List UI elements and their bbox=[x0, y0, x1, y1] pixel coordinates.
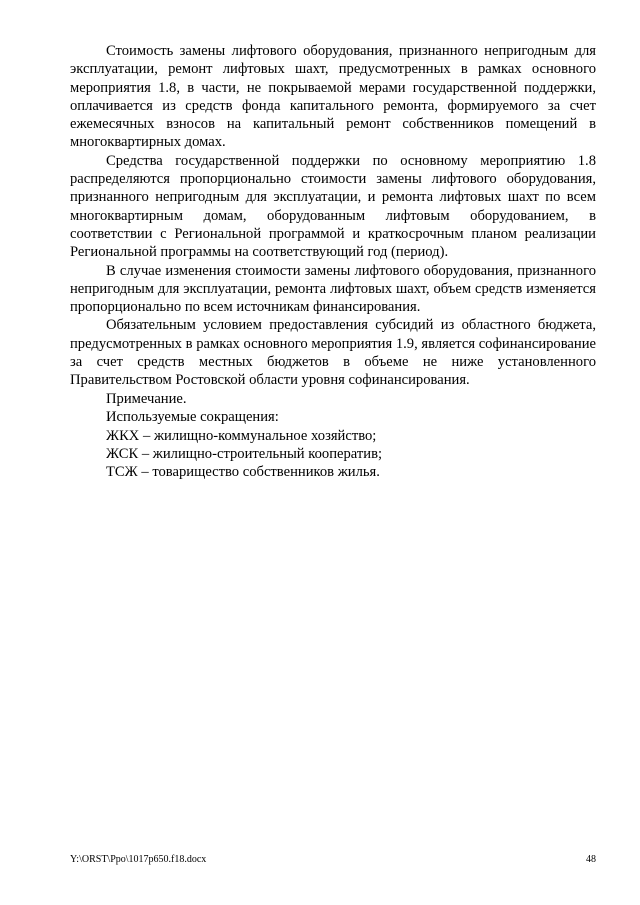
abbreviation-item: ТСЖ – товарищество собственников жилья. bbox=[106, 464, 380, 481]
abbreviation-item: ЖСК – жилищно-строительный кооператив; bbox=[106, 445, 383, 462]
paragraph-state-support-distribution: Средства государственной поддержки по основному мероприятию 1.8 распределяются пропорционально стоимости замены лифтового оборудования, признанного непригодным для эксплуатации, и ремонта лифтовых шахт по всем многоквартирным домам, оборудованным лифтовым оборудованием, в соответствии с Региональной программой и краткосрочным планом реализации Региональной программы на соответствующий год (период). bbox=[70, 152, 596, 261]
paragraph-lift-replacement-cost: Стоимость замены лифтового оборудования, признанного непригодным для эксплуатации, ремонт лифтовых шахт, предусмотренных в рамках основного мероприятия 1.8, в части, не покрываемой мерами государственной поддержки, оплачивается из средств фонда капитального ремонта, формируемого за счет ежемесячных взносов на капитальный ремонт собственников помещений в многоквартирных домах. bbox=[70, 43, 596, 151]
note-block bbox=[106, 390, 596, 481]
footer-file-path: Y:\ORST\Ppo\1017p650.f18.docx bbox=[70, 854, 207, 865]
abbreviation-item: ЖКХ – жилищно-коммунальное хозяйство; bbox=[106, 427, 377, 444]
footer-page-number: 48 bbox=[586, 854, 596, 865]
note-subtitle: Используемые сокращения: bbox=[106, 409, 279, 426]
note-title: Примечание. bbox=[106, 391, 187, 407]
document-body bbox=[70, 42, 596, 390]
paragraph-cost-change: В случае изменения стоимости замены лифтового оборудования, признанного непригодным для эксплуатации, ремонта лифтовых шахт, объем средств изменяется пропорционально по всем источникам финансирования. bbox=[70, 262, 596, 316]
paragraph-cofinancing-condition: Обязательным условием предоставления субсидий из областного бюджета, предусмотренных в рамках основного мероприятия 1.9, является софинансирование за счет средств местных бюджетов в объеме не ниже установленного Правительством Ростовской области уровня софинансирования. bbox=[70, 317, 596, 389]
